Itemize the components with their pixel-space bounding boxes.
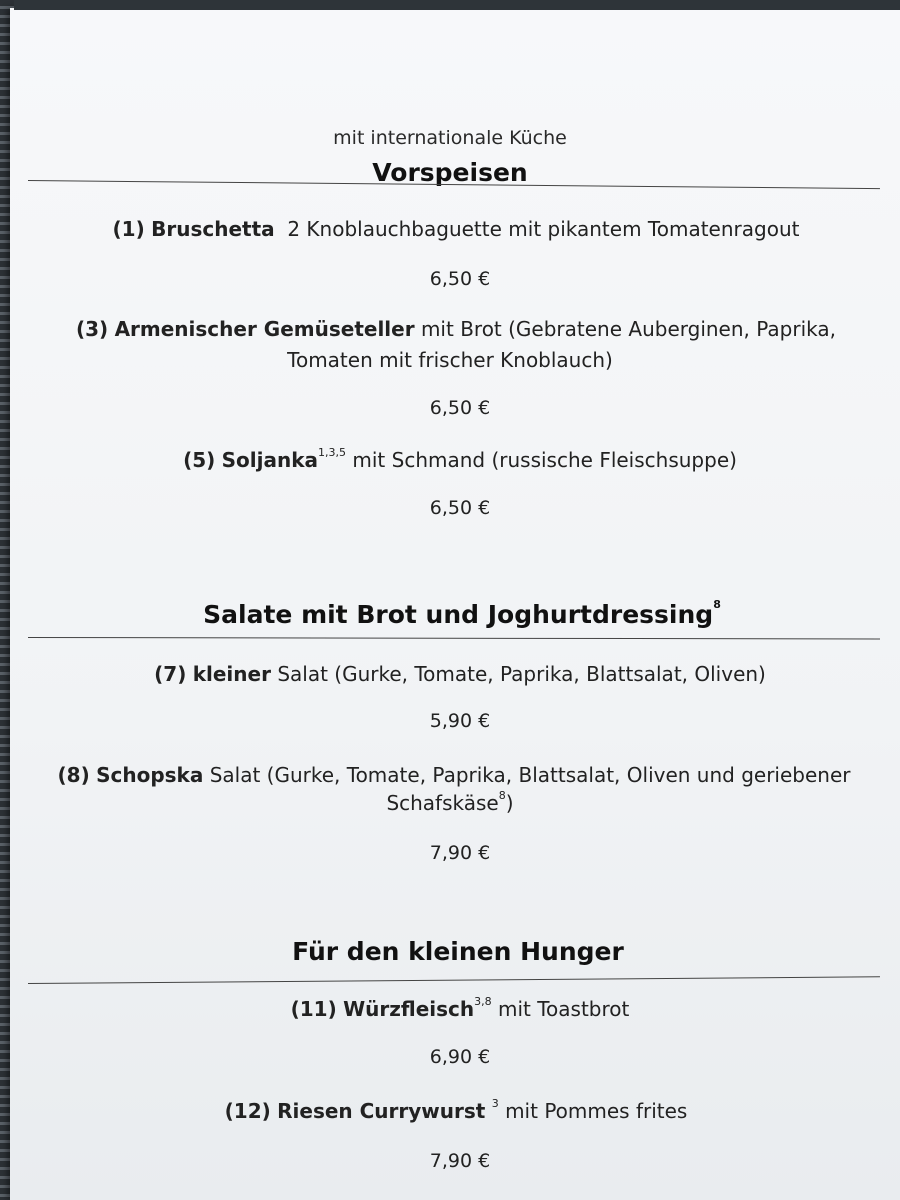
binder-top-edge <box>14 0 900 10</box>
section-title-salate <box>12 600 900 629</box>
menu-item-currywurst <box>6 1099 900 1123</box>
description-text: Schafskäse <box>386 791 499 815</box>
item-number: (11) <box>290 997 337 1021</box>
item-description: 2 Knoblauchbaguette mit pikantem Tomatenragout <box>287 217 800 241</box>
allergen-note: 8 <box>498 789 506 802</box>
item-number: (8) <box>57 763 90 787</box>
item-name: Armenischer Gemüseteller <box>114 317 415 341</box>
item-number: (5) <box>183 448 216 472</box>
item-name: Riesen Currywurst <box>277 1099 486 1123</box>
section-title-text: Salate mit Brot und Joghurtdressing <box>203 600 714 629</box>
menu-item-wurzfleisch <box>10 997 900 1021</box>
allergen-note: 3 <box>491 1097 499 1110</box>
item-name: kleiner <box>192 662 271 686</box>
menu-item-bruschetta <box>6 217 900 241</box>
item-name: Schopska <box>96 763 204 787</box>
section-title-vorspeisen: Vorspeisen <box>372 158 528 187</box>
menu-item-schopska <box>4 763 900 787</box>
menu-item-soljanka <box>10 448 900 472</box>
item-description-cont <box>0 791 900 815</box>
menu-item-gemuseteller <box>6 317 900 341</box>
item-name: Würzfleisch <box>343 997 475 1021</box>
item-price: 6,50 € <box>429 497 491 519</box>
section-title-hunger: Für den kleinen Hunger <box>292 937 624 966</box>
item-description: Salat (Gurke, Tomate, Paprika, Blattsalat, Oliven und geriebener <box>209 763 851 787</box>
item-number: (1) <box>112 217 145 241</box>
item-description: mit Schmand (russische Fleischsuppe) <box>352 448 737 472</box>
menu-subtitle: mit internationale Küche <box>333 127 567 149</box>
item-number: (12) <box>224 1099 271 1123</box>
item-price: 5,90 € <box>429 710 491 732</box>
item-description: Salat (Gurke, Tomate, Paprika, Blattsalat, Oliven) <box>277 662 766 686</box>
item-description: mit Pommes frites <box>505 1099 688 1123</box>
item-price: 7,90 € <box>429 842 491 864</box>
item-description: mit Toastbrot <box>498 997 630 1021</box>
item-name: Bruschetta <box>151 217 275 241</box>
allergen-note: 8 <box>713 598 721 611</box>
menu-item-kleiner-salat <box>10 662 900 686</box>
item-price: 6,50 € <box>429 397 491 419</box>
item-price: 6,50 € <box>429 268 491 290</box>
item-description-cont: Tomaten mit frischer Knoblauch) <box>287 348 613 372</box>
item-price: 6,90 € <box>429 1046 491 1068</box>
item-description: mit Brot (Gebratene Auberginen, Paprika, <box>420 317 836 341</box>
allergen-note: 3,8 <box>474 995 492 1008</box>
item-price: 7,90 € <box>429 1150 491 1172</box>
item-number: (3) <box>76 317 109 341</box>
description-end: ) <box>505 791 514 815</box>
item-name: Soljanka <box>221 448 319 472</box>
allergen-note: 1,3,5 <box>318 446 347 459</box>
item-number: (7) <box>154 662 187 686</box>
